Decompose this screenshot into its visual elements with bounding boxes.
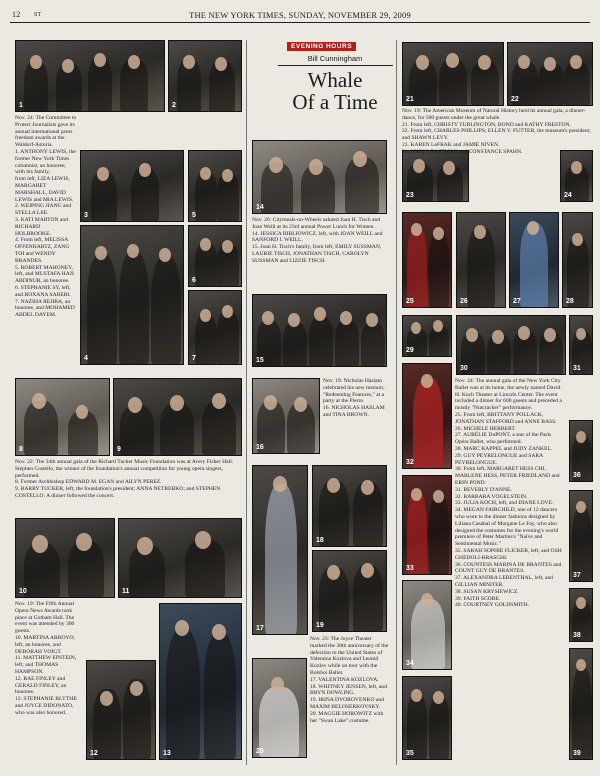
caption-richard-tucker-gala: Nov. 22: The 34th annual gala of the Richard Tucker Music Foundation was at Avery Fisher Hall. Stephen Costello, the winner of the foundation's annual competition for young opera singers, performed. 8. Former Archbishop EDWARD M. EGAN and AILYN PEREZ. 9. BARRY TUCKER, left, the foundation's president; ANNA NETREBKO; and STEPHEN COSTELLO. A dinner followed the concert. xyxy=(15,459,234,499)
photo-number: 6 xyxy=(192,277,196,284)
photo-number: 7 xyxy=(192,355,196,362)
photo-32 xyxy=(402,363,452,469)
photo-number: 24 xyxy=(564,192,572,199)
photo-5 xyxy=(188,150,242,222)
photo-36 xyxy=(569,420,593,482)
caption-haslam-memoir: Nov. 19: Nicholas Haslam celebrated his new memoir, "Redeeming Features," at a party at the Pierre. 16. NICHOLAS HASLAM and TINA BROWN. xyxy=(323,378,385,418)
photo-14 xyxy=(252,140,387,214)
photo-number: 17 xyxy=(256,625,264,632)
photo-12 xyxy=(86,660,156,760)
photo-17 xyxy=(252,465,308,635)
photo-number: 15 xyxy=(256,357,264,364)
photo-number: 19 xyxy=(316,622,324,629)
masthead: THE NEW YORK TIMES, SUNDAY, NOVEMBER 29, 2009 xyxy=(189,10,411,20)
photo-13 xyxy=(159,603,242,760)
photo-number: 29 xyxy=(406,347,414,354)
photo-18 xyxy=(312,465,387,547)
byline-rule xyxy=(278,65,393,66)
photo-38 xyxy=(569,588,593,642)
photo-19 xyxy=(312,550,387,632)
photo-number: 5 xyxy=(192,212,196,219)
photo-number: 34 xyxy=(406,660,414,667)
photo-number: 16 xyxy=(256,444,264,451)
photo-6 xyxy=(188,225,242,287)
photo-30 xyxy=(456,315,566,375)
photo-29 xyxy=(402,315,452,357)
photo-33 xyxy=(402,475,452,575)
caption-opera-news-awards: Nov. 19: The Fifth Annual Opera News Awards took place at Gotham Hall. The event was attended by 300 guests. 10. MARTINA ARROYO, left, an honoree, and DEBORAH VOIGT. 11. MATTHEW EPSTEIN, left, and THOMAS HAMPSON. 12. RAE FINLEY and GERALD FINLEY, an honoree. 13. STEPHANIE BLYTHE and JOYCE DIDONATO, who was also honored. xyxy=(15,601,77,716)
caption-cpj-awards: Nov. 24: The Committee to Protect Journalists gave its annual international press freedom awards at the Waldorf-Astoria. 1. ANTHONY LEWIS, the former New York Times columnist, an honoree, with his family, from left, LIZA LEWIS, MARGARET MARSHALL, DAVID LEWIS and MIA LEWIS. 2. WEIPING JIANG and STELLA LEE. 3. KATI MARTON and RICHARD HOLBROOKE. 4. From left, MELISSA OFFENHARTZ, ZANG TOI and WENDY BRANDES. 5. ROBERT MAHONEY, left, and MUSTAFA HAJI ABDINUR, an honoree. 6. STEPHANIE SY, left, and ROXANA SABERI. 7. NAZIHA REJIBA, an honoree, and MOHAMED ABDEL DAYEM. xyxy=(15,115,77,319)
photo-number: 37 xyxy=(573,572,581,579)
caption-natural-history-gala: Nov. 19: The American Museum of Natural History held its annual gala, a dinner-dance, for 500 guests under the great whale. 21. From left, CHRISTY TURLINGTON, BONO and KATHY FRESTON. 22. From left, CHARLES PHILLIPS; ELLEN V. FUTTER, the museum's president; and SHAWN LEVY. 23. KAREN LeFRAK and JAMIE NIVEN. 24. JOHN I. EASTMAN and CONSTANCE SPAHN. xyxy=(402,108,591,155)
section-kicker: EVENING HOURS xyxy=(287,42,356,51)
photo-number: 38 xyxy=(573,632,581,639)
photo-1 xyxy=(15,40,165,112)
photo-2 xyxy=(168,40,242,112)
photo-number: 14 xyxy=(256,204,264,211)
photo-number: 2 xyxy=(172,102,176,109)
photo-number: 3 xyxy=(84,212,88,219)
photo-23 xyxy=(402,150,469,202)
photo-number: 4 xyxy=(84,355,88,362)
photo-number: 25 xyxy=(406,298,414,305)
photo-28 xyxy=(562,212,593,308)
photo-7 xyxy=(188,290,242,365)
caption-city-ballet-gala: Nov. 24: The annual gala of the New York City Ballet was at its home, the newly named David H. Koch Theater at Lincoln Center. The event included a dinner for 600 guests and preceded a mostly "Nutcracker" performance. 25. From left, BRITTANY POLLACK, JONATHAN STAFFORD and ANNE BASS. 26. MICHELE HERBERT. 27. AURÉLIE DuPONT, a star of the Paris Opéra Ballet, who performed. 28. MARC KAPPEL and JUDY ZANKEL. 29. GUY PEYRELONGUE and SARA PEYRELONGUE. 30. From left, MARGARET HESS CHI, MARLENE HESS, PETER FRIEDLAND and ERIN POND. 31. BEVERLY D'ANNE. 32. BARBARA VOGELSTEIN. 33. JULIA KOCH, left, and DIANE LOVE. 34. MEGAN FAIRCHILD, one of 12 dancers who wore to the dinner fashions designed by Liliana Casabal of Morgane Le Fay, who also designed the costumes for the evening's world premiere of Peter Martins's "Naïve and Sentimental Music." 35. SARAH SOPHIE FLICKER, left, and OSH GHEDOLI-BRASCHI. 36. COUNTESS MARINA DE BRANTES and COUNT GUY DE BRANTES. 37. ALEXANDRA LEBENTHAL, left, and GILLIAN MINITER. 38. SUSAN KRYSIEWICZ. 39. FAITH SCORE. 40. COURTNEY GOLDSMITH. xyxy=(455,378,562,609)
photo-10 xyxy=(15,518,115,598)
photo-number: 27 xyxy=(513,298,521,305)
photo-number: 11 xyxy=(122,588,130,595)
photo-25 xyxy=(402,212,452,308)
photo-number: 9 xyxy=(117,446,121,453)
byline: Bill Cunningham xyxy=(307,54,363,63)
photo-number: 20 xyxy=(256,748,264,755)
photo-number: 30 xyxy=(460,365,468,372)
photo-number: 28 xyxy=(566,298,574,305)
photo-3 xyxy=(80,150,184,222)
photo-24 xyxy=(560,150,593,202)
photo-31 xyxy=(569,315,593,375)
photo-16 xyxy=(252,378,320,454)
photo-number: 32 xyxy=(406,459,414,466)
column-rule xyxy=(396,40,397,765)
caption-joyce-theater: Nov. 23: The Joyce Theater marked the 30th anniversary of the defection to the United States of Valentina Kozlova and Leonid Kozlov while on tour with the Bolshoi Ballet. 17. VALENTINA KOZLOVA. 18. WHITNEY JENSEN, left, and BRYN DOWLING. 19. IRINA DVOROVENKO and MAXIM BELOSERKOVSKY. 20. MAGGIE HOROWITZ with her "Swan Lake" costume. xyxy=(310,636,389,724)
photo-number: 18 xyxy=(316,537,324,544)
photo-21 xyxy=(402,42,504,106)
feature-title-line1: Whale xyxy=(307,68,363,92)
photo-number: 23 xyxy=(406,192,414,199)
photo-35 xyxy=(402,676,452,760)
photo-number: 36 xyxy=(573,472,581,479)
photo-34 xyxy=(402,580,452,670)
photo-11 xyxy=(118,518,242,598)
photo-8 xyxy=(15,378,110,456)
page-number: 12 xyxy=(12,10,21,19)
photo-26 xyxy=(456,212,506,308)
photo-37 xyxy=(569,490,593,582)
photo-number: 35 xyxy=(406,750,414,757)
photo-number: 31 xyxy=(573,365,581,372)
header-rule xyxy=(10,22,590,23)
photo-27 xyxy=(509,212,559,308)
column-rule xyxy=(246,40,247,765)
photo-9 xyxy=(113,378,242,456)
photo-4 xyxy=(80,225,184,365)
photo-number: 8 xyxy=(19,446,23,453)
photo-22 xyxy=(507,42,593,106)
photo-number: 13 xyxy=(163,750,171,757)
photo-number: 1 xyxy=(19,102,23,109)
section-code: ST xyxy=(34,12,42,18)
photo-number: 22 xyxy=(511,96,519,103)
photo-15 xyxy=(252,294,387,367)
photo-number: 12 xyxy=(90,750,98,757)
photo-number: 21 xyxy=(406,96,414,103)
photo-39 xyxy=(569,648,593,760)
photo-number: 39 xyxy=(573,750,581,757)
photo-number: 26 xyxy=(460,298,468,305)
feature-title-line2: Of a Time xyxy=(292,90,378,114)
photo-number: 33 xyxy=(406,565,414,572)
caption-citymeals: Nov. 20: Citymeals-on-Wheels saluted Joan H. Tisch and Joan Weill at its 23rd annual Power Lunch for Women. 14. JESSICA BIBLIOWICZ, left, with JOAN WEILL and SANFORD I. WEILL. 15. Joan H. Tisch's family, from left, EMILY SUSSMAN, LAURIE TISCH, JONATHAN TISCH, CAROLYN SUSSMAN and LIZZIE TISCH. xyxy=(252,217,383,264)
photo-number: 10 xyxy=(19,588,27,595)
